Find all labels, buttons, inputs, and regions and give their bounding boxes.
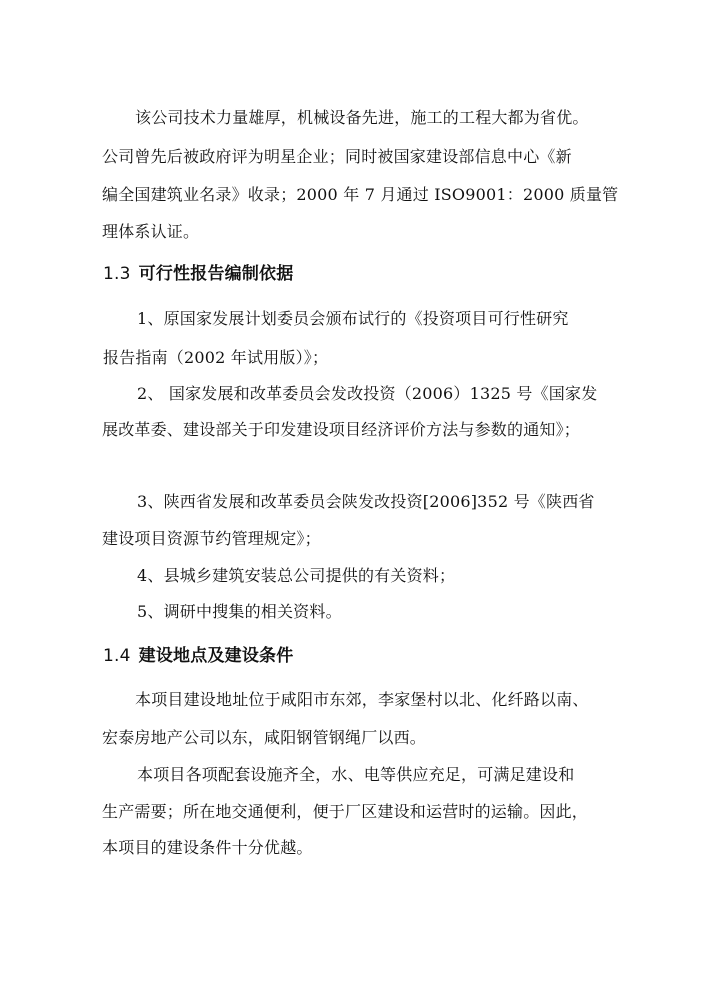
basis-item-4: 4、县城乡建筑安装总公司提供的有关资料； [137, 566, 456, 585]
location-line-2: 宏泰房地产公司以东，咸阳钢管钢绳厂以西。 [102, 728, 427, 747]
basis-item-5: 5、调研中搜集的相关资料。 [137, 602, 342, 621]
conditions-line-3: 本项目的建设条件十分优越。 [102, 838, 313, 857]
intro-line-2: 公司曾先后被政府评为明星企业；同时被国家建设部信息中心《新 [102, 147, 572, 166]
conditions-line-1: 本项目各项配套设施齐全，水、电等供应充足，可满足建设和 [137, 765, 575, 784]
location-line-1: 本项目建设地址位于咸阳市东郊，李家堡村以北、化纤路以南、 [135, 690, 589, 709]
section-heading-1-4 [103, 645, 293, 667]
basis-item-1-line-2: 报告指南（2002 年试用版）》； [103, 348, 329, 367]
basis-item-1-line-1: 1、原国家发展计划委员会颁布试行的《投资项目可行性研究 [137, 309, 569, 328]
basis-item-2-line-2: 展改革委、建设部关于印发建设项目经济评价方法与参数的通知》； [102, 420, 581, 439]
basis-item-3-line-2: 建设项目资源节约管理规定》； [102, 529, 321, 548]
intro-line-4: 理体系认证。 [102, 222, 200, 241]
section-number: 1.4 [103, 646, 131, 666]
conditions-line-2: 生产需要；所在地交通便利，便于厂区建设和运营时的运输。因此， [102, 802, 589, 821]
section-number: 1.3 [103, 264, 131, 284]
section-heading-1-3 [103, 263, 293, 285]
intro-line-1: 该公司技术力量雄厚，机械设备先进，施工的工程大都为省优。 [135, 108, 589, 127]
section-title: 建设地点及建设条件 [138, 646, 294, 666]
intro-line-3: 编全国建筑业名录》收录；2000 年 7 月通过 ISO9001：2000 质量管 [102, 185, 619, 204]
basis-item-3-line-1: 3、陕西省发展和改革委员会陕发改投资[2006]352 号《陕西省 [137, 492, 595, 511]
basis-item-2-line-1: 2、 国家发展和改革委员会发改投资（2006）1325 号《国家发 [137, 384, 598, 403]
section-title: 可行性报告编制依据 [138, 264, 294, 284]
